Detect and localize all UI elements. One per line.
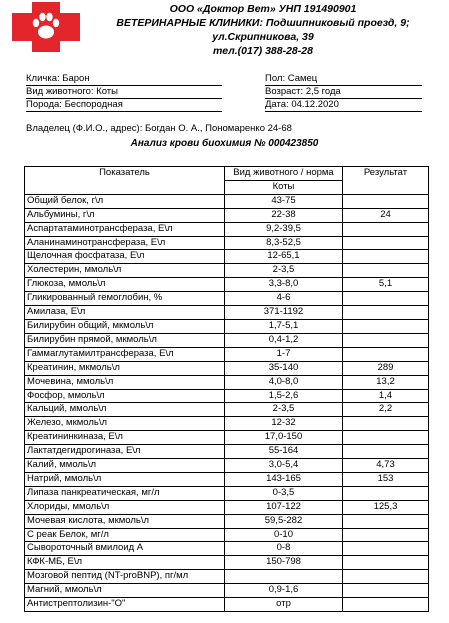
result-cell — [343, 333, 429, 347]
indicator-cell: Креатинин, мкмоль\л — [25, 361, 225, 375]
norm-cell: 0,4-1,2 — [225, 333, 343, 347]
norm-cell: 9,2-39,5 — [225, 222, 343, 236]
result-cell: 1,4 — [343, 389, 429, 403]
norm-cell: 143-165 — [225, 472, 343, 486]
norm-cell: 17,0-150 — [225, 431, 343, 445]
result-cell — [343, 514, 429, 528]
norm-cell: 1,7-5,1 — [225, 319, 343, 333]
table-row — [25, 556, 429, 570]
table-row — [25, 584, 429, 598]
table-row — [25, 319, 429, 333]
indicator-cell: Антистрептолизин-"О" — [25, 598, 225, 612]
indicator-cell: Лактатдегидрогиназа, Е\л — [25, 445, 225, 459]
norm-cell: 12-65,1 — [225, 250, 343, 264]
indicator-cell: Фосфор, ммоль\л — [25, 389, 225, 403]
result-cell — [343, 431, 429, 445]
result-cell — [343, 570, 429, 584]
table-row — [25, 431, 429, 445]
table-row — [25, 389, 429, 403]
table-row — [25, 445, 429, 459]
table-row — [25, 194, 429, 208]
table-row — [25, 306, 429, 320]
table-row — [25, 236, 429, 250]
result-cell — [343, 264, 429, 278]
result-cell — [343, 528, 429, 542]
table-row — [25, 403, 429, 417]
norm-cell: 55-164 — [225, 445, 343, 459]
result-cell: 153 — [343, 472, 429, 486]
table-row — [25, 472, 429, 486]
norm-cell: 2-3,5 — [225, 403, 343, 417]
result-cell: 2,2 — [343, 403, 429, 417]
indicator-cell: Аспартатаминотрансфераза, Е\л — [25, 222, 225, 236]
norm-cell: отр — [225, 598, 343, 612]
table-row — [25, 417, 429, 431]
indicator-cell: Натрий, ммоль\л — [25, 472, 225, 486]
indicator-cell: Магний, ммоль\л — [25, 584, 225, 598]
norm-cell: 3,0-5,4 — [225, 459, 343, 473]
indicator-cell: Липаза панкреатическая, мг/л — [25, 486, 225, 500]
table-row — [25, 570, 429, 584]
norm-cell: 43-75 — [225, 194, 343, 208]
result-cell — [343, 542, 429, 556]
norm-cell: 59,5-282 — [225, 514, 343, 528]
clinics-line: ВЕТЕРИНАРНЫЕ КЛИНИКИ: Подшипниковый проезд, 9; — [116, 17, 410, 29]
result-cell — [343, 194, 429, 208]
norm-cell — [225, 570, 343, 584]
result-cell — [343, 222, 429, 236]
result-cell — [343, 556, 429, 570]
norm-cell: 371-1192 — [225, 306, 343, 320]
norm-cell: 0,9-1,6 — [225, 584, 343, 598]
norm-cell: 0-8 — [225, 542, 343, 556]
table-row — [25, 208, 429, 222]
indicator-cell: Мочевина, ммоль\л — [25, 375, 225, 389]
patient-species: Вид животного: Коты — [26, 85, 222, 99]
indicator-cell: Калий, ммоль\л — [25, 459, 225, 473]
table-row — [25, 514, 429, 528]
result-cell — [343, 250, 429, 264]
result-cell: 4,73 — [343, 459, 429, 473]
indicator-cell: Холестерин, ммоль\л — [25, 264, 225, 278]
result-cell — [343, 486, 429, 500]
table-row — [25, 500, 429, 514]
result-cell — [343, 445, 429, 459]
norm-cell: 1,5-2,6 — [225, 389, 343, 403]
indicator-cell: Мозговой пептид (NT-proBNP), пг/мл — [25, 570, 225, 584]
indicator-cell: Глюкоза, ммоль\л — [25, 278, 225, 292]
table-row — [25, 222, 429, 236]
result-cell: 125,3 — [343, 500, 429, 514]
indicator-cell: Альбумины, г\л — [25, 208, 225, 222]
result-cell — [343, 417, 429, 431]
result-cell: 5,1 — [343, 278, 429, 292]
result-cell — [343, 347, 429, 361]
indicator-cell: Железо, мкмоль\л — [25, 417, 225, 431]
indicator-cell: Кальций, ммоль\л — [25, 403, 225, 417]
result-cell — [343, 598, 429, 612]
indicator-cell: Гаммаглутамилтрансфераза, Е\л — [25, 347, 225, 361]
indicator-cell: Билирубин прямой, мкмоль\л — [25, 333, 225, 347]
table-row — [25, 292, 429, 306]
indicator-cell: Аланинаминотрансфераза, Е\л — [25, 236, 225, 250]
indicator-cell: Мочевая кислота, мкмоль\л — [25, 514, 225, 528]
table-row — [25, 250, 429, 264]
result-cell — [343, 306, 429, 320]
norm-cell: 4-6 — [225, 292, 343, 306]
header-norm: Вид животного / норма — [225, 167, 343, 181]
norm-cell: 1-7 — [225, 347, 343, 361]
result-cell — [343, 236, 429, 250]
analysis-title: Анализ крови биохимия № 000423850 — [130, 138, 319, 149]
norm-cell: 0-3,5 — [225, 486, 343, 500]
indicator-cell: Общий белок, г\л — [25, 194, 225, 208]
table-row — [25, 347, 429, 361]
table-row — [25, 333, 429, 347]
indicator-cell: Хлориды, ммоль\л — [25, 500, 225, 514]
indicator-cell: КФК-МБ, Е\л — [25, 556, 225, 570]
indicator-cell: Щелочная фосфатаза, Е\л — [25, 250, 225, 264]
norm-cell: 8,3-52,5 — [225, 236, 343, 250]
table-row — [25, 375, 429, 389]
result-cell: 24 — [343, 208, 429, 222]
table-row — [25, 598, 429, 612]
patient-age: Возраст: 2,5 года — [265, 85, 422, 99]
patient-name: Кличка: Барон — [26, 72, 222, 86]
norm-cell: 150-798 — [225, 556, 343, 570]
result-cell — [343, 319, 429, 333]
norm-cell: 4,0-8,0 — [225, 375, 343, 389]
patient-breed: Порода: Беспородная — [26, 98, 222, 112]
indicator-cell: Амилаза, Е\л — [25, 306, 225, 320]
table-row — [25, 264, 429, 278]
header-indicator: Показатель — [25, 167, 225, 195]
result-cell — [343, 584, 429, 598]
result-cell — [343, 292, 429, 306]
norm-cell: 0-10 — [225, 528, 343, 542]
indicator-cell: Сывороточный вмилоид А — [25, 542, 225, 556]
result-cell: 289 — [343, 361, 429, 375]
norm-cell: 12-32 — [225, 417, 343, 431]
owner-info: Владелец (Ф.И.О., адрес): Богдан О. А., Пономаренко 24-68 — [26, 123, 292, 134]
norm-cell: 2-3,5 — [225, 264, 343, 278]
result-cell: 13,2 — [343, 375, 429, 389]
clinic-logo — [6, 2, 86, 52]
table-row — [25, 542, 429, 556]
norm-cell: 35-140 — [225, 361, 343, 375]
norm-cell: 22-38 — [225, 208, 343, 222]
table-row — [25, 459, 429, 473]
indicator-cell: С реак Белок, мг/л — [25, 528, 225, 542]
indicator-cell: Билирубин общий, мкмоль\л — [25, 319, 225, 333]
company-line: ООО «Доктор Вет» УНП 191490901 — [169, 3, 357, 15]
results-table — [24, 166, 429, 612]
header-result: Результат — [343, 167, 429, 195]
table-row — [25, 528, 429, 542]
header-species: Коты — [225, 180, 343, 194]
patient-sex: Пол: Самец — [265, 72, 422, 86]
norm-cell: 107-122 — [225, 500, 343, 514]
table-row — [25, 361, 429, 375]
phone-line: тел.(017) 388-28-28 — [213, 45, 313, 57]
indicator-cell: Гликированный гемоглобин, % — [25, 292, 225, 306]
address-line: ул.Скрипникова, 39 — [212, 31, 314, 43]
table-row — [25, 278, 429, 292]
table-row — [25, 486, 429, 500]
indicator-cell: Креатининкиназа, Е\л — [25, 431, 225, 445]
analysis-date: Дата: 04.12.2020 — [265, 98, 422, 112]
norm-cell: 3,3-8,0 — [225, 278, 343, 292]
